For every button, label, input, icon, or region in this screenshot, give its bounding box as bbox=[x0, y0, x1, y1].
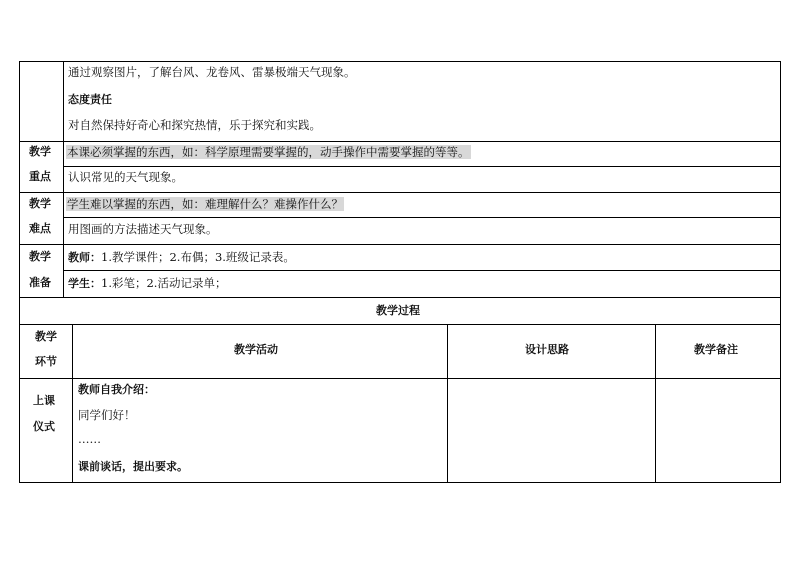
prep-student-label: 学生： bbox=[68, 277, 101, 290]
prep-student-items: 1.彩笔；2.活动记录单； bbox=[101, 276, 227, 290]
table-border-top bbox=[19, 61, 781, 62]
row-divider bbox=[63, 166, 781, 167]
col-design: 设计思路 bbox=[525, 343, 569, 356]
col-notes: 教学备注 bbox=[694, 343, 738, 356]
row-divider bbox=[19, 297, 781, 298]
focus-note: 本课必须掌握的东西，如：科学原理需要掌握的，动手操作中需要掌握的等等。 bbox=[67, 145, 470, 159]
row1-line3: …… bbox=[78, 432, 101, 446]
difficulty-note: 学生难以掌握的东西，如：难理解什么？难操作什么？ bbox=[67, 197, 343, 211]
focus-content: 认识常见的天气现象。 bbox=[68, 170, 183, 184]
prep-label-2: 准备 bbox=[29, 276, 51, 289]
prep-teacher-label: 教师： bbox=[68, 251, 101, 264]
row1-line1: 教师自我介绍： bbox=[78, 383, 155, 396]
row-divider bbox=[19, 244, 781, 245]
col-stage-2: 环节 bbox=[35, 355, 57, 368]
row1-line2: 同学们好！ bbox=[78, 408, 136, 422]
difficulty-label-2: 难点 bbox=[29, 222, 51, 235]
row-divider bbox=[63, 270, 781, 271]
prep-teacher-items: 1.教学课件；2.布偶；3.班级记录表。 bbox=[101, 250, 295, 264]
row1-line4: 课前谈话，提出要求。 bbox=[78, 460, 188, 473]
row-divider bbox=[19, 324, 781, 325]
attitude-heading: 态度责任 bbox=[68, 93, 112, 106]
row-divider bbox=[19, 378, 781, 379]
label-column-divider bbox=[63, 61, 64, 297]
row-divider bbox=[63, 217, 781, 218]
table-border-left bbox=[19, 61, 20, 483]
col-stage-1: 教学 bbox=[35, 330, 57, 343]
row1-stage-2: 仪式 bbox=[33, 420, 55, 433]
row-divider bbox=[19, 141, 781, 142]
prep-teacher bbox=[68, 250, 295, 265]
process-column-divider bbox=[447, 324, 448, 483]
table-border-right bbox=[780, 61, 781, 483]
col-activity: 教学活动 bbox=[234, 343, 278, 356]
prep-student bbox=[68, 276, 226, 291]
objective-text: 通过观察图片，了解台风、龙卷风、雷暴极端天气现象。 bbox=[68, 65, 356, 79]
process-column-divider bbox=[72, 324, 73, 483]
table-border-bottom bbox=[19, 482, 781, 483]
focus-label-2: 重点 bbox=[29, 170, 51, 183]
focus-label-1: 教学 bbox=[29, 145, 51, 158]
attitude-text: 对自然保持好奇心和探究热情，乐于探究和实践。 bbox=[68, 118, 321, 132]
prep-label-1: 教学 bbox=[29, 250, 51, 263]
row-divider bbox=[19, 192, 781, 193]
difficulty-content: 用图画的方法描述天气现象。 bbox=[68, 222, 218, 236]
process-title: 教学过程 bbox=[376, 304, 420, 317]
difficulty-label-1: 教学 bbox=[29, 197, 51, 210]
row1-stage-1: 上课 bbox=[33, 394, 55, 407]
process-column-divider bbox=[655, 324, 656, 483]
